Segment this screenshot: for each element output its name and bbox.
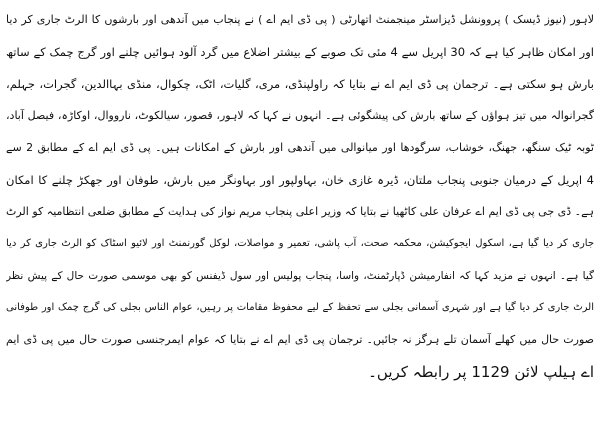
article-line: اور امکان ظاہر کیا ہے کہ 30 اپریل سے 4 مئی تک صوبے کے بیشتر اضلاع میں گرد آلود ہوائیں چلنے اور گرج چمک کے ساتھ [6,45,594,59]
article-line: ٹوبہ ٹیک سنگھ، جھنگ، خوشاب، سرگودھا اور میانوالی میں آندھی اور بارش کے امکانات ہیں۔ پی ڈی ایم اے کے مطابق 2 سے [6,141,594,154]
article-line: 4 اپریل کے درمیان جنوبی پنجاب ملتان، ڈیرہ غازی خان، بہاولپور اور بہاونگر میں بارش، طوفان اور جھکڑ چلنے کا امکان [6,173,594,187]
article-line: جاری کر دیا گیا ہے، اسکول ایجوکیشن، محکمہ صحت، آب پاشی، تعمیر و مواصلات، لوکل گورنمنٹ اور لائیو اسٹاک کو الرٹ جاری کر دیا [6,238,594,249]
article-line: لاہور (نیوز ڈیسک ) پروونشل ڈیزاسٹر مینجمنٹ اتھارٹی ( پی ڈی ایم اے ) نے پنجاب میں آندھی اور بارشوں کا الرٹ جاری کر دیا [6,13,594,26]
article-line: گیا ہے۔ انہوں نے مزید کہا کہ انفارمیشن ڈپارٹمنٹ، واسا، پنجاب پولیس اور سول ڈیفنس کو بھی موسمی صورت حال کے پیش نظر [6,270,594,282]
article-line: صورت حال میں کھلے آسمان تلے ہرگز نہ جائیں۔ ترجمان پی ڈی ایم اے نے بتایا کہ عوام ایمرجنسی صورت حال میں پی ڈی ایم [6,333,594,346]
article-line: گجرانوالہ میں تیز ہواؤں کے ساتھ بارش کی پیشگوئی ہے۔ انہوں نے کہا کہ لاہور، قصور، سیالکوٹ، نارووال، اوکاڑہ، فیصل آباد، [6,109,594,122]
article-line: ہے۔ ڈی جی پی ڈی ایم اے عرفان علی کاٹھیا نے بتایا کہ وزیر اعلی پنجاب مریم نواز کی ہدایت کے مطابق ضلعی انتظامیہ کو الرٹ [6,205,594,218]
article-line: الرٹ جاری کر دیا گیا ہے اور شہری آسمانی بجلی سے تحفظ کے لیے محفوظ مقامات پر رہیں، عوام الناس بجلی کی گرج چمک اور طوفانی [6,302,594,313]
article-line: اے ہیلپ لائن 1129 پر رابطہ کریں۔ [368,363,594,381]
article-line: بارش ہو سکتی ہے۔ ترجمان پی ڈی ایم اے نے بتایا کہ راولپنڈی، مری، گلیات، اٹک، چکوال، منڈی بہاالدین، گجرات، جہلم، [6,77,594,91]
